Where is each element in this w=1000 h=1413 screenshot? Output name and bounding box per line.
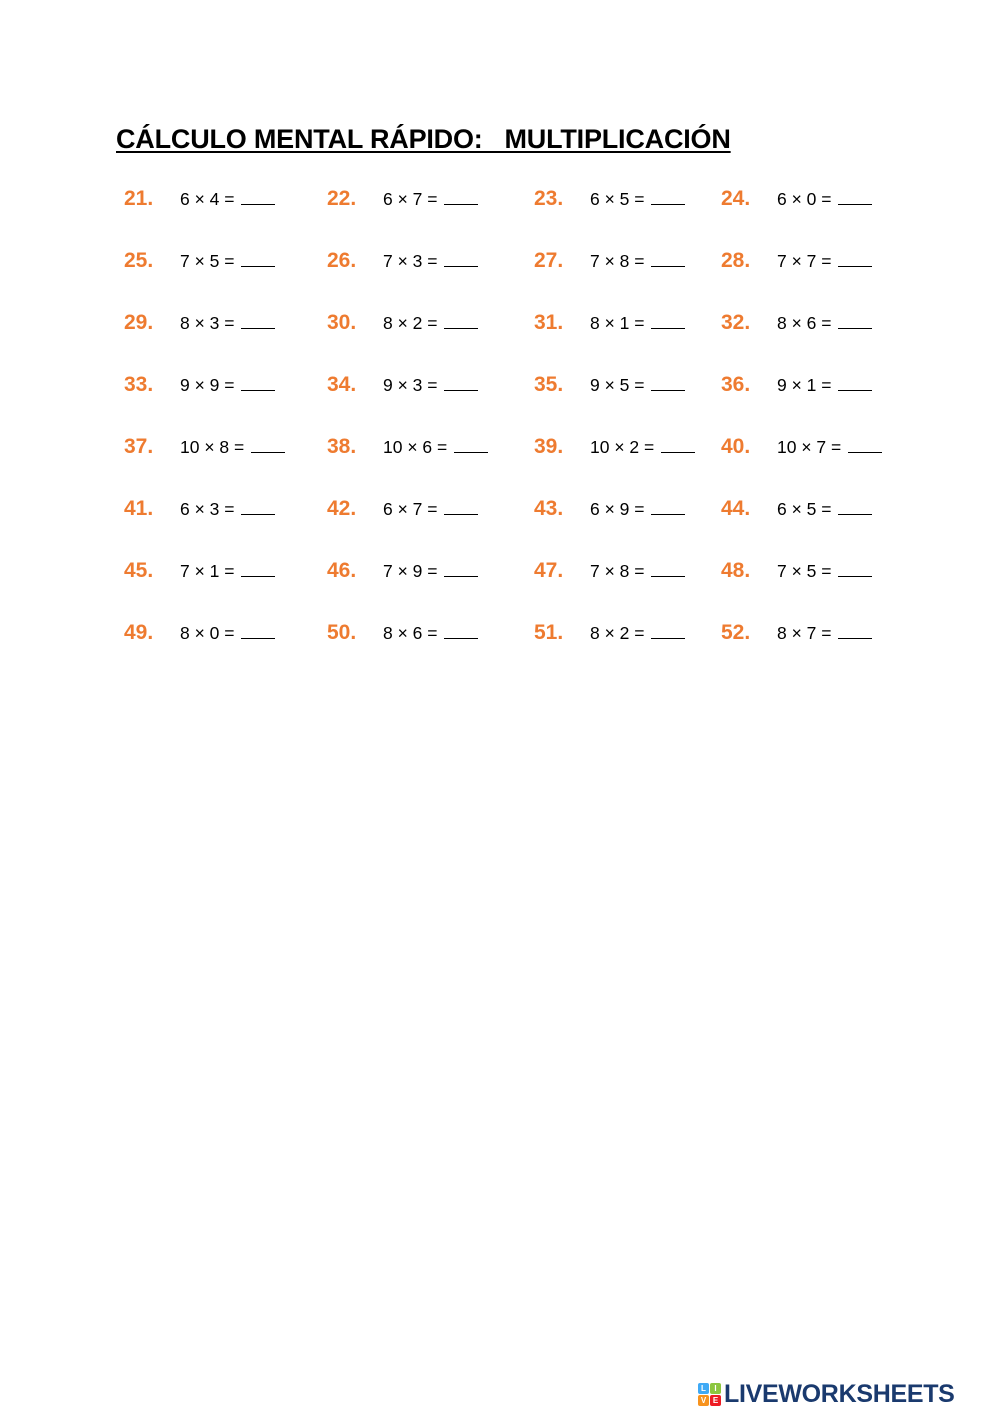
problem-number: 45. [124,559,154,582]
answer-blank[interactable] [661,432,695,453]
expression-text: 7 × 8 = [590,561,645,581]
expression-text: 8 × 0 = [180,623,235,643]
answer-blank[interactable] [241,246,275,267]
problem-number: 41. [124,497,154,520]
logo-mark-tile: E [710,1395,721,1406]
answer-blank[interactable] [838,494,872,515]
answer-blank[interactable] [241,618,275,639]
expression-text: 6 × 0 = [777,189,832,209]
expression-text: 10 × 8 = [180,437,245,457]
answer-blank[interactable] [241,370,275,391]
answer-blank[interactable] [444,246,478,267]
problem-number: 50. [327,621,357,644]
problem-number: 24. [721,187,751,210]
expression-text: 10 × 6 = [383,437,448,457]
problem-number: 49. [124,621,154,644]
expression-text: 6 × 3 = [180,499,235,519]
problem-expression [383,184,478,214]
problem-expression [180,432,285,462]
problem-number: 36. [721,373,751,396]
problem-expression [383,432,488,462]
problem-expression [590,432,695,462]
answer-blank[interactable] [838,184,872,205]
problem-expression [590,494,685,524]
answer-blank[interactable] [651,246,685,267]
answer-blank[interactable] [651,308,685,329]
expression-text: 8 × 2 = [590,623,645,643]
answer-blank[interactable] [241,556,275,577]
problem-number: 23. [534,187,564,210]
problem-expression [180,370,275,400]
problem-expression [590,618,685,648]
answer-blank[interactable] [444,308,478,329]
expression-text: 6 × 7 = [383,499,438,519]
problem-number: 40. [721,435,751,458]
answer-blank[interactable] [251,432,285,453]
problem-number: 21. [124,187,154,210]
problem-number: 35. [534,373,564,396]
expression-text: 7 × 5 = [777,561,832,581]
expression-text: 9 × 3 = [383,375,438,395]
problem-expression [777,556,872,586]
problem-expression [777,246,872,276]
problem-number: 22. [327,187,357,210]
answer-blank[interactable] [838,308,872,329]
problem-number: 31. [534,311,564,334]
problem-number: 37. [124,435,154,458]
answer-blank[interactable] [241,494,275,515]
answer-blank[interactable] [651,618,685,639]
answer-blank[interactable] [838,618,872,639]
expression-text: 6 × 7 = [383,189,438,209]
problem-expression [383,494,478,524]
problem-expression [777,432,882,462]
liveworksheets-logo [698,1379,955,1409]
problem-expression [777,494,872,524]
problem-number: 27. [534,249,564,272]
problem-number: 46. [327,559,357,582]
expression-text: 8 × 6 = [777,313,832,333]
problem-expression [383,370,478,400]
problem-number: 34. [327,373,357,396]
expression-text: 7 × 1 = [180,561,235,581]
problem-number: 51. [534,621,564,644]
problem-number: 48. [721,559,751,582]
liveworksheets-mark-icon [698,1383,721,1406]
expression-text: 8 × 2 = [383,313,438,333]
expression-text: 10 × 7 = [777,437,842,457]
answer-blank[interactable] [838,246,872,267]
expression-text: 8 × 6 = [383,623,438,643]
expression-text: 7 × 7 = [777,251,832,271]
expression-text: 8 × 3 = [180,313,235,333]
problem-expression [590,308,685,338]
answer-blank[interactable] [651,494,685,515]
problem-number: 47. [534,559,564,582]
problem-number: 52. [721,621,751,644]
answer-blank[interactable] [651,556,685,577]
problem-expression [590,370,685,400]
problem-expression [590,556,685,586]
answer-blank[interactable] [838,370,872,391]
problem-expression [383,246,478,276]
problem-expression [777,308,872,338]
logo-mark-tile: V [698,1395,709,1406]
problem-number: 42. [327,497,357,520]
answer-blank[interactable] [241,184,275,205]
expression-text: 6 × 5 = [590,189,645,209]
problem-number: 43. [534,497,564,520]
problem-expression [383,618,478,648]
expression-text: 10 × 2 = [590,437,655,457]
logo-text: LIVEWORKSHEETS [724,1379,955,1408]
answer-blank[interactable] [848,432,882,453]
problem-expression [590,246,685,276]
problem-number: 29. [124,311,154,334]
problem-expression [590,184,685,214]
problem-expression [180,308,275,338]
answer-blank[interactable] [444,370,478,391]
expression-text: 7 × 8 = [590,251,645,271]
problem-expression [180,184,275,214]
answer-blank[interactable] [444,556,478,577]
logo-mark-tile: I [710,1383,721,1394]
answer-blank[interactable] [444,184,478,205]
problem-expression [180,246,275,276]
problem-expression [180,556,275,586]
answer-blank[interactable] [454,432,488,453]
problem-number: 33. [124,373,154,396]
answer-blank[interactable] [651,370,685,391]
problem-number: 28. [721,249,751,272]
expression-text: 8 × 1 = [590,313,645,333]
problem-number: 39. [534,435,564,458]
expression-text: 9 × 9 = [180,375,235,395]
answer-blank[interactable] [838,556,872,577]
problem-expression [777,184,872,214]
expression-text: 7 × 5 = [180,251,235,271]
problem-expression [180,494,275,524]
expression-text: 6 × 5 = [777,499,832,519]
expression-text: 7 × 9 = [383,561,438,581]
problem-expression [383,556,478,586]
problem-number: 38. [327,435,357,458]
problem-number: 25. [124,249,154,272]
expression-text: 7 × 3 = [383,251,438,271]
problem-number: 32. [721,311,751,334]
expression-text: 9 × 5 = [590,375,645,395]
expression-text: 6 × 9 = [590,499,645,519]
problem-number: 44. [721,497,751,520]
logo-mark-tile: L [698,1383,709,1394]
problem-expression [180,618,275,648]
expression-text: 6 × 4 = [180,189,235,209]
problem-number: 26. [327,249,357,272]
answer-blank[interactable] [651,184,685,205]
expression-text: 8 × 7 = [777,623,832,643]
problem-expression [777,370,872,400]
answer-blank[interactable] [444,618,478,639]
page-title: CÁLCULO MENTAL RÁPIDO: MULTIPLICACIÓN [116,124,731,154]
answer-blank[interactable] [444,494,478,515]
problem-expression [777,618,872,648]
expression-text: 9 × 1 = [777,375,832,395]
answer-blank[interactable] [241,308,275,329]
problem-number: 30. [327,311,357,334]
problem-expression [383,308,478,338]
